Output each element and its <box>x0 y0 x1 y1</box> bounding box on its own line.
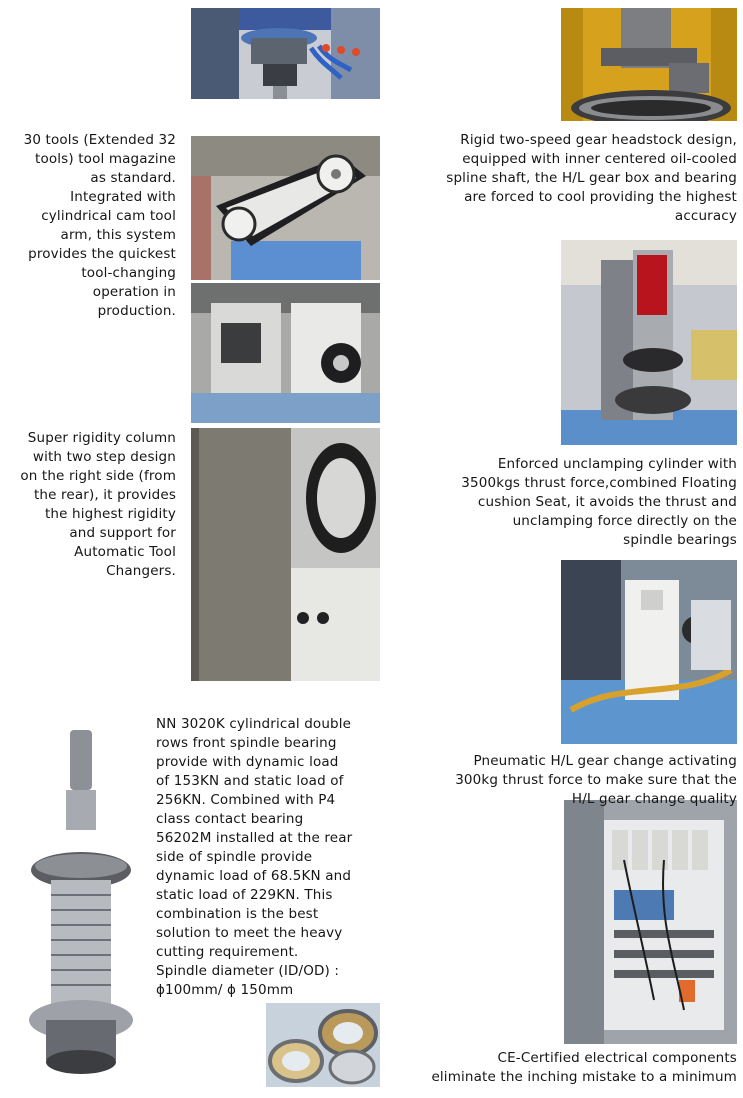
gear-headstock-description: Rigid two-speed gear headstock design, equipped with inner centered oil-cooled spline shaft, the H/L gear box and bearing are forced to cool providing the highest accuracy <box>446 132 737 224</box>
spindle-head-photo <box>191 8 380 99</box>
unclamping-cylinder-description: Enforced unclamping cylinder with 3500kgs thrust force,combined Floating cushion Seat, it avoids the thrust and unclamping force directly on the spindle bearings <box>461 456 737 548</box>
gear-change-cylinder-photo <box>561 560 737 744</box>
gear-headstock-photo <box>561 8 737 121</box>
spindle-shaft-photo <box>26 720 136 1084</box>
spindle-bearing-description: NN 3020K cylindrical double rows front spindle bearing provide with dynamic load of 153KN and static load of 256KN. Combined with P4 class contact bearing 56202M installed at the rear side of spindle provide dynamic load of 68.5KN and static load of 229KN. This combination is the best solution to meet the heavy cutting requirement. Spindle diameter (ID/OD) : ϕ100mm/ ϕ 150mm <box>156 716 353 998</box>
unclamping-cylinder-photo <box>561 240 737 445</box>
electrical-cabinet-photo <box>564 800 737 1044</box>
cam-tool-arm-photo <box>191 283 380 423</box>
tool-magazine-photo <box>191 136 380 280</box>
tool-magazine-description: 30 tools (Extended 32 tools) tool magazine as standard. Integrated with cylindrical cam tool arm, this system provides the quickest tool-changing operation in production. <box>23 132 176 319</box>
column-description: Super rigidity column with two step design on the right side (from the rear), it provides the highest rigidity and support for Automatic Tool Changers. <box>20 430 176 579</box>
electrical-components-description: CE-Certified electrical components eliminate the inching mistake to a minimum <box>431 1050 737 1085</box>
column-photo <box>191 428 380 681</box>
gear-change-description: Pneumatic H/L gear change activating 300kg thrust force to make sure that the H/L gear change quality <box>455 753 737 807</box>
bearings-photo <box>266 1003 380 1087</box>
